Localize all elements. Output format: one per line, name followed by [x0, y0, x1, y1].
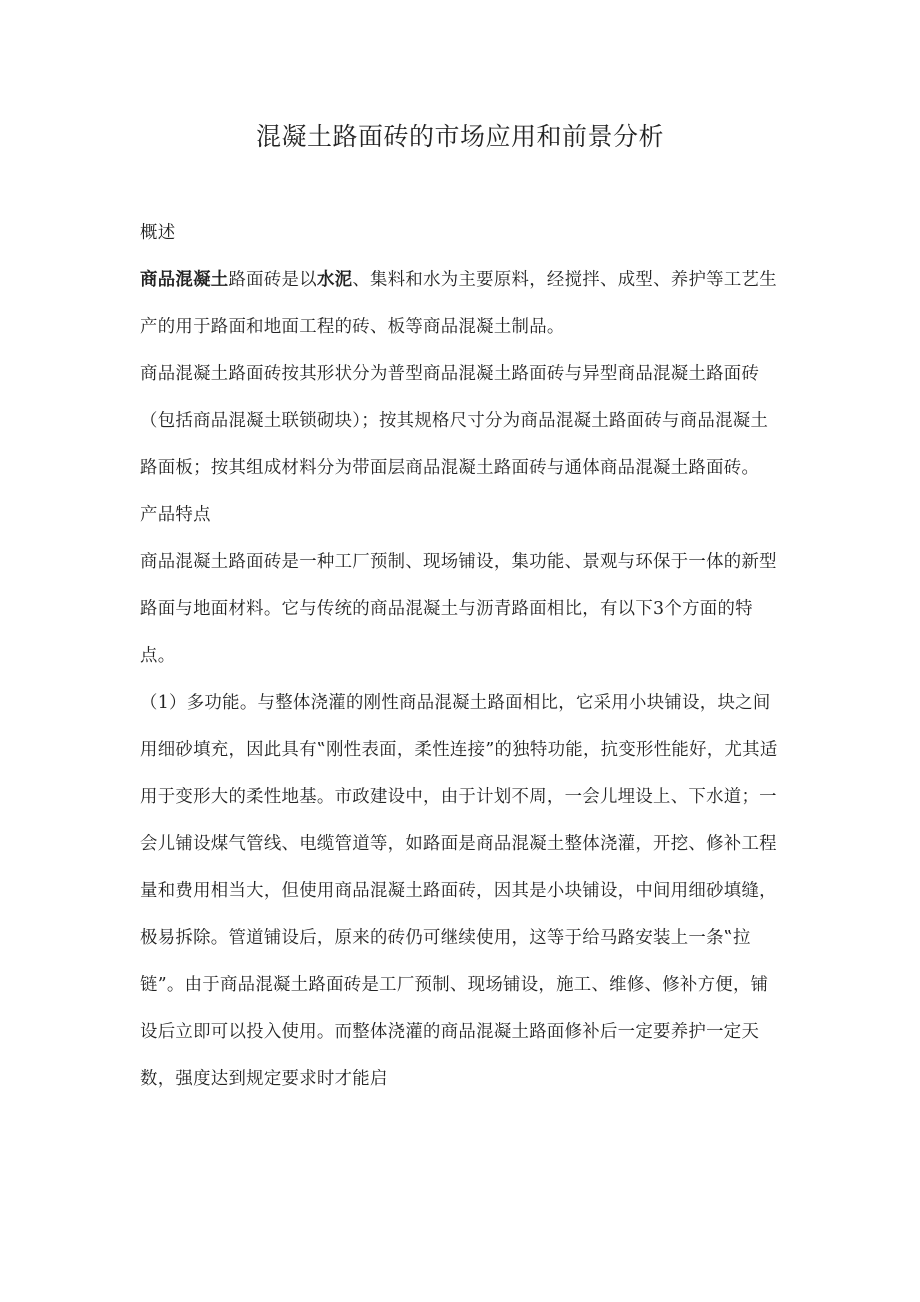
bold-term-concrete: 商品混凝土 — [140, 270, 229, 290]
paragraph-features-intro: 商品混凝土路面砖是一种工厂预制、现场铺设，集功能、景观与环保于一体的新型路面与地面材料。它与传统的商品混凝土与沥青路面相比，有以下3个方面的特点。 — [140, 552, 777, 666]
definition-text-2: 、集料和水为主要原料，经搅拌、成型、养护等工艺生产的用于路面和地面工程的砖、板等商品混凝土制品。 — [140, 270, 777, 337]
document-body — [140, 210, 784, 1103]
overview-heading: 概述 — [140, 223, 176, 243]
paragraph-definition — [140, 257, 784, 351]
features-heading: 产品特点 — [140, 505, 211, 525]
paragraph-multifunction: （1）多功能。与整体浇灌的刚性商品混凝土路面相比，它采用小块铺设，块之间用细砂填充，因此具有‟刚性表面，柔性连接”的独特功能，抗变形性能好，尤其适用于变形大的柔性地基。市政建设中，由于计划不周，一会儿埋设上、下水道；一会儿铺设煤气管线、电缆管道等，如路面是商品混凝土整体浇灌，开挖、修补工程量和费用相当大，但使用商品混凝土路面砖，因其是小块铺设，中间用细砂填缝，极易拆除。管道铺设后，原来的砖仍可继续使用，这等于给马路安装上一条‟拉链”。由于商品混凝土路面砖是工厂预制、现场铺设，施工、维修、修补方便，铺设后立即可以投入使用。而整体浇灌的商品混凝土路面修补后一定要养护一定天数，强度达到规定要求时才能启 — [140, 693, 778, 1089]
bold-term-cement: 水泥 — [316, 270, 353, 290]
paragraph-classification: 商品混凝土路面砖按其形状分为普型商品混凝土路面砖与异型商品混凝土路面砖（包括商品混凝土联锁砌块）；按其规格尺寸分为商品混凝土路面砖与商品混凝土路面板；按其组成材料分为带面层商品混凝土路面砖与通体商品混凝土路面砖。 — [140, 364, 769, 478]
definition-text-1: 路面砖是以 — [228, 270, 317, 290]
document-title: 混凝土路面砖的市场应用和前景分析 — [255, 122, 664, 151]
